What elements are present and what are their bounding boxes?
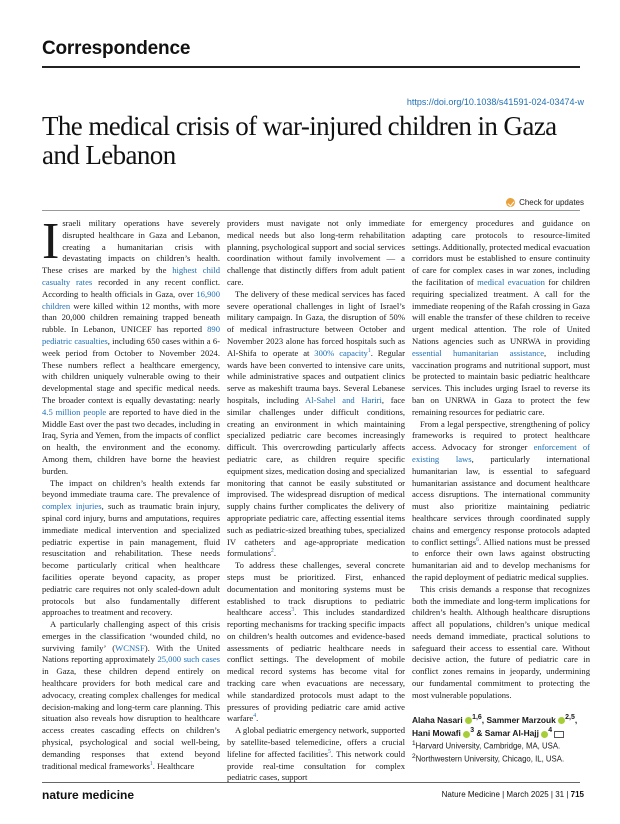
- author-name[interactable]: Samar Al-Hajj: [484, 728, 539, 739]
- text: , particularly international humanitarian law, is essential to safeguard humanitarian assistance and document healthcare access disruptions. The international community must also prioritize maintaining pediatric healthcare services through coordinated supply chains and emergency response protocols adapted to conflict settings: [412, 453, 590, 547]
- doi-link[interactable]: https://doi.org/10.1038/s41591-024-03474-w: [406, 97, 584, 107]
- text: . Allied nations must be pressed to enforce their own laws against obstructing humanitarian aid and to develop mechanisms for the rapid deployment of pediatric medical supplies.: [412, 536, 590, 582]
- author-name[interactable]: Alaha Nasari: [412, 714, 463, 725]
- paragraph: [412, 419, 590, 584]
- text: A global pediatric emergency network, supported by satellite-based telemedicine, offers a crucial lifeline for affected facilities: [227, 725, 405, 759]
- text: in Gaza, these children depend entirely on healthcare providers for both medical care and advocacy, creating complex challenges for medical decision-making and long-term care planning. This situation also reveals how disruption to healthcare access creates cascading effects on children’s physical, psychological and social well-being, demanding responses that extend beyond traditional medical frameworks: [42, 666, 220, 771]
- page-number: 715: [570, 790, 584, 799]
- paragraph: [42, 478, 220, 620]
- top-rule: [42, 66, 580, 68]
- reference-6[interactable]: 6: [476, 536, 480, 543]
- reference-2[interactable]: 2: [270, 548, 274, 555]
- reference-3[interactable]: 3: [291, 607, 295, 614]
- text: , including 650 cases within a 6-week period from October to November 2024. These numbers reflect a healthcare emergency, with children uniquely vulnerable owing to their developmental stage and specific medical needs. The broader context is equally devastating: nearly: [42, 335, 220, 405]
- paragraph: [42, 213, 221, 478]
- text: are reported to have died in the Middle East over the past two decades, including in Iraq, Syria and Yemen, from the impacts of conflict on health, the environment and the economy. Among them, children have borne the heaviest burden.: [42, 406, 221, 476]
- paragraph: [42, 619, 220, 772]
- email-icon[interactable]: [554, 731, 564, 738]
- paragraph: This crisis demands a response that recognizes both the immediate and long-term implications for children’s health. Although healthcare disruptions affect all populations, children’s unique medical needs demand immediate, practical solutions to safeguard their access to essential care. Without decisive action, the future of pediatric care in conflict zones remains in jeopardy, undermining our fundamental commitment to protecting the most vulnerable populations.: [412, 583, 590, 700]
- column-3: [412, 218, 590, 764]
- author-affiliation-sup: 1,6: [472, 713, 482, 721]
- reference-1[interactable]: 1: [367, 347, 371, 354]
- paragraph: [227, 725, 405, 784]
- text: . This includes standardized reporting mechanisms for tracking specific impacts on children’s health outcomes and evidence-based assessments of pediatric healthcare needs in conflict settings. The development of mobile medical record systems has become vital for tracking care when evacuations are necessary, while standardized protocols must adapt to the pressures of providing pediatric care amid active warfare: [227, 607, 405, 724]
- author-name[interactable]: Sammer Marzouk: [486, 714, 556, 725]
- issue-info: Nature Medicine | March 2025 | 31 | 715: [441, 790, 584, 799]
- text: . Healthcare: [152, 760, 195, 771]
- text: A particularly challenging aspect of this crisis emerges in the classification ‘wounded child, no surviving family’ (: [42, 619, 220, 653]
- paragraph: [227, 560, 405, 725]
- link-wcnsf[interactable]: WCNSF: [115, 642, 145, 653]
- paragraph: [227, 289, 405, 560]
- column-2: [227, 218, 405, 784]
- reference-5[interactable]: 5: [328, 749, 331, 755]
- text: for children requiring specialized treatment. A call for the immediate reopening of the Rafah crossing in Gaza will enable the transfer of these children to receive urgent medical attention. The role of United Nations agencies such as UNRWA in providing: [412, 276, 590, 346]
- text: The impact on children’s health extends far beyond immediate trauma care. The prevalence of: [42, 477, 220, 500]
- reference-1[interactable]: 1: [149, 760, 153, 767]
- text: were killed within 12 months, with more than 20,000 children remaining trapped beneath rubble. In Lebanon, UNICEF has reported: [42, 300, 220, 335]
- link-essential-humanitarian-assistance[interactable]: essential humanitarian assistance: [412, 347, 545, 358]
- link-25000-cases[interactable]: 25,000 such cases: [157, 654, 220, 665]
- text: recorded in any recent conflict. According to health officials in Gaza, over: [42, 276, 221, 299]
- affiliation: [412, 752, 590, 765]
- issue-volume: 31: [555, 790, 565, 799]
- affiliation-number: 1: [412, 740, 416, 748]
- journal-name: nature medicine: [42, 788, 135, 802]
- text: ). With the United Nations reporting approximately: [42, 642, 221, 665]
- link-enforcement-existing-laws[interactable]: enforcement of existing laws: [412, 442, 590, 464]
- link-300-capacity[interactable]: 300% capacity: [314, 347, 368, 358]
- issue-journal: Nature Medicine: [441, 790, 500, 799]
- header-rule: [42, 210, 580, 211]
- section-title: Correspondence: [42, 38, 191, 59]
- affiliation-text: Harvard University, Cambridge, MA, USA.: [415, 741, 561, 751]
- author-affiliation-sup: 4: [548, 727, 553, 735]
- paragraph: providers must navigate not only immediate medical needs but also long-term rehabilitation planning, psychological support and social services coordination without family involvement — a challenge that distinctly differs from adult patient care.: [227, 218, 405, 287]
- affiliation-text: Northwestern University, Chicago, IL, USA.: [415, 754, 565, 764]
- text: for emergency procedures and guidance on adapting care protocols to resource-limited settings. Additionally, protected medical evacuation corridors must be established to ensure continuity of care for complex cases in war zones, including the facilitation of: [412, 218, 590, 287]
- check-updates-icon: [506, 198, 515, 207]
- reference-4[interactable]: 4: [253, 713, 257, 720]
- author-affiliation-sup: 2,5: [565, 713, 575, 721]
- author-affiliation-sup: 3: [470, 727, 475, 735]
- column-1: [42, 213, 221, 772]
- link-pediatric-casualties[interactable]: 890 pediatric casualties: [42, 324, 220, 346]
- text: , including vaccination programs and nutritional support, must be protected to maintain basic pediatric healthcare services. This includes urging Israel to reverse its ban on UNRWA in Gaza to protect the few remaining resources for pediatric care.: [412, 347, 591, 417]
- affiliation-number: 2: [412, 752, 416, 760]
- drop-cap: I: [42, 213, 60, 270]
- text: , such as traumatic brain injury, spinal cord injury, burns and amputations, requires immediate medical intervention and specialized pediatric expertise in pain management, fluid resuscitation and rehabilitation. These needs become particularly critical when healthcare facilities operate beyond capacity, as proper pediatric care requires not only scaled-down adult protocols but also fundamentally different approaches to treatment and recovery.: [42, 501, 220, 618]
- link-medical-evacuation[interactable]: medical evacuation: [477, 276, 545, 287]
- author-name[interactable]: Hani Mowafi: [412, 728, 461, 739]
- text: . This network could provide real-time consultation for complex pediatric cases, support: [227, 748, 405, 783]
- text: sraeli military operations have severely disrupted healthcare in Gaza and Lebanon, creating a humanitarian crisis with devastating impacts on children’s health. These crises are marked by the: [42, 218, 220, 276]
- link-al-sahel-hariri[interactable]: Al-Sahel and Hariri: [305, 394, 382, 405]
- check-updates-label: Check for updates: [519, 198, 584, 207]
- issue-date: March 2025: [506, 790, 549, 799]
- article-title: The medical crisis of war-injured children in Gaza and Lebanon: [42, 111, 557, 170]
- text: .: [273, 548, 276, 559]
- footer-rule: [42, 782, 580, 783]
- paragraph: [412, 218, 590, 419]
- link-complex-injuries[interactable]: complex injuries: [42, 501, 102, 512]
- text: The delivery of these medical services has faced severe operational challenges in light of Israel’s military campaign. In Gaza, the disruption of 50% of medical infrastructure between October and November 2023 alone has forced hospitals such as Al-Shifa to operate at: [227, 288, 405, 358]
- check-for-updates-button[interactable]: [506, 198, 584, 207]
- text: From a legal perspective, strengthening of policy frameworks is required to protect healthcare access. Advocacy for stronger: [412, 418, 590, 453]
- text: , face similar challenges under difficult conditions, creating an environment in which maintaining specialized pediatric care becomes increasingly difficult. This overcrowding particularly affects pediatric care, as children require specific equipment sizes, medication dosing and specialized monitoring that cannot be easily substituted or improvised. The widespread disruption of medical supply chains further complicates the delivery of appropriate pediatric care, affecting essential items such as pediatric-sized breathing tubes, specialized IV catheters and age-appropriate medication formulations: [227, 394, 405, 559]
- link-child-casualty-rates[interactable]: highest child casualty rates: [42, 265, 220, 287]
- affiliation: [412, 739, 590, 752]
- text: .: [256, 713, 259, 724]
- link-4-5-million-people[interactable]: 4.5 million people: [42, 406, 107, 417]
- text: . Regular wards have been converted to intensive care units, while administrative spaces and outpatient clinics serve as makeshift trauma bays. Several Lebanese hospitals, including: [227, 347, 405, 405]
- text: To address these challenges, several concrete steps must be prioritized. First, enhanced documentation and monitoring systems must be established to track disruptions to pediatric healthcare access: [227, 560, 405, 618]
- link-16900-children[interactable]: 16,900 children: [42, 288, 220, 311]
- author-list: Alaha Nasari $^{1,6}$, Sammer Marzouk $^{2,5}$, Hani Mowafi $^3$ & Samar Al-Hajj $^4$: [412, 713, 578, 739]
